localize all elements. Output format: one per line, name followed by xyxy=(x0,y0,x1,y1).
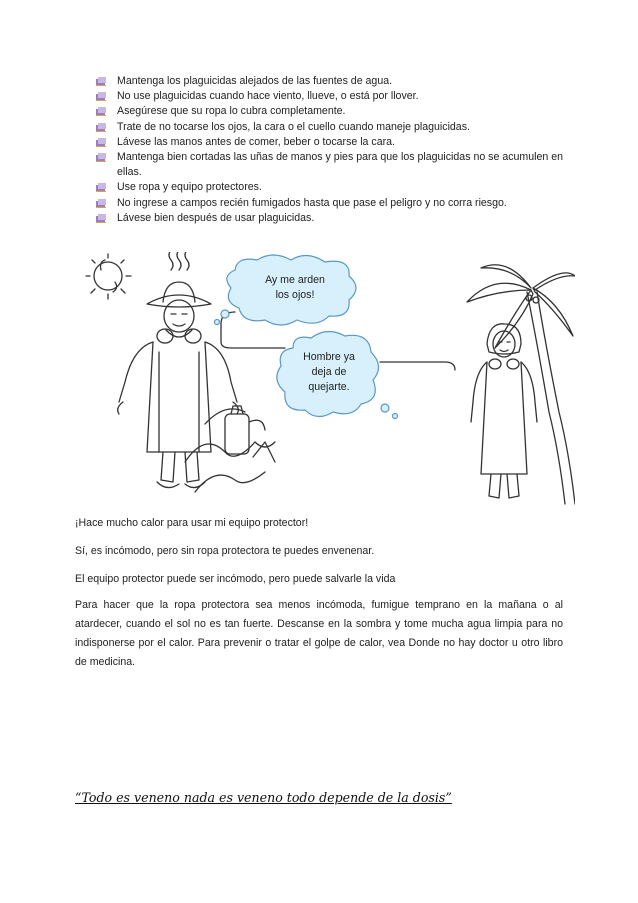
speech-line: Hombre ya xyxy=(303,351,355,363)
bullet-icon xyxy=(95,213,107,224)
paragraph-heat-advice: Para hacer que la ropa protectora sea menos incómoda, fumigue temprano en la mañana o al atardecer, cuando el sol no es tan fuerte. Descanse en la sombra y tome mucha agua limpia para no indisponerse por el calor. Para prevenir o tratar el golpe de calor, vea Donde no hay doctor u otro libro de medicina. xyxy=(75,599,563,668)
speech-line: Ay me arden xyxy=(265,274,325,286)
bullet-item xyxy=(93,150,563,180)
bullet-item xyxy=(93,74,563,89)
bullet-text: No use plaguicidas cuando hace viento, llueve, o está por llover. xyxy=(117,90,419,103)
bullet-icon xyxy=(95,152,107,163)
bullet-item xyxy=(93,135,563,150)
bullet-text: Lávese bien después de usar plaguicidas. xyxy=(117,211,315,224)
speech-bubble-left-dot xyxy=(221,310,229,318)
bubble-tail-right xyxy=(380,362,455,370)
paragraph-poison-warning: Sí, es incómodo, pero sin ropa protectora te puedes envenenar. xyxy=(75,545,375,557)
bullet-text: Trate de no tocarse los ojos, la cara o el cuello cuando maneje plaguicidas. xyxy=(117,120,470,133)
bullet-item xyxy=(93,120,563,135)
bullet-icon xyxy=(95,198,107,209)
pesticide-sprayer xyxy=(225,406,265,454)
speech-line: deja de xyxy=(311,366,347,378)
bullet-text: No ingrese a campos recién fumigados hasta que pase el peligro y no corra riesgo. xyxy=(117,196,507,209)
bullet-icon xyxy=(95,182,107,193)
closing-quote: “Todo es veneno nada es veneno todo depende de la dosis” xyxy=(75,790,452,805)
speech-bubble-left-text xyxy=(247,273,343,303)
pesticide-cartoon-illustration xyxy=(75,252,575,514)
paragraph-heat-complaint: ¡Hace mucho calor para usar mi equipo protector! xyxy=(75,517,309,529)
speech-bubble-left-dot xyxy=(215,320,220,325)
palm-tree xyxy=(467,265,575,504)
bullet-icon xyxy=(95,137,107,148)
bullet-icon xyxy=(95,91,107,102)
bullet-text: Asegúrese que su ropa lo cubra completamente. xyxy=(117,105,346,118)
bullet-icon xyxy=(95,76,107,87)
bullet-icon xyxy=(95,122,107,133)
bullet-item xyxy=(93,196,563,211)
bullet-text: Mantenga bien cortadas las uñas de manos y pies para que los plaguicidas no se acumulen en ellas. xyxy=(117,151,563,179)
speech-bubble-right-dot xyxy=(381,404,389,412)
safety-bullet-list xyxy=(93,74,563,226)
bullet-icon xyxy=(95,106,107,117)
speech-bubble-right-text xyxy=(285,350,373,395)
farmer-man-figure xyxy=(118,282,239,488)
woman-figure xyxy=(471,324,537,498)
bullet-text: Lávese las manos antes de comer, beber o tocarse la cara. xyxy=(117,135,395,148)
sun-icon xyxy=(86,254,131,299)
bullet-text: Mantenga los plaguicidas alejados de las fuentes de agua. xyxy=(117,75,393,87)
bullet-item xyxy=(93,211,563,226)
paragraph-equipment-saves-life: El equipo protector puede ser incómodo, pero puede salvarle la vida xyxy=(75,573,396,585)
heat-lines xyxy=(169,252,189,270)
bullet-text: Use ropa y equipo protectores. xyxy=(117,181,262,194)
bullet-item xyxy=(93,104,563,119)
speech-line: quejarte. xyxy=(308,381,350,393)
speech-bubble-right-dot xyxy=(393,414,398,419)
bullet-item xyxy=(93,89,563,104)
speech-line: los ojos! xyxy=(275,289,315,301)
bullet-item xyxy=(93,180,563,195)
